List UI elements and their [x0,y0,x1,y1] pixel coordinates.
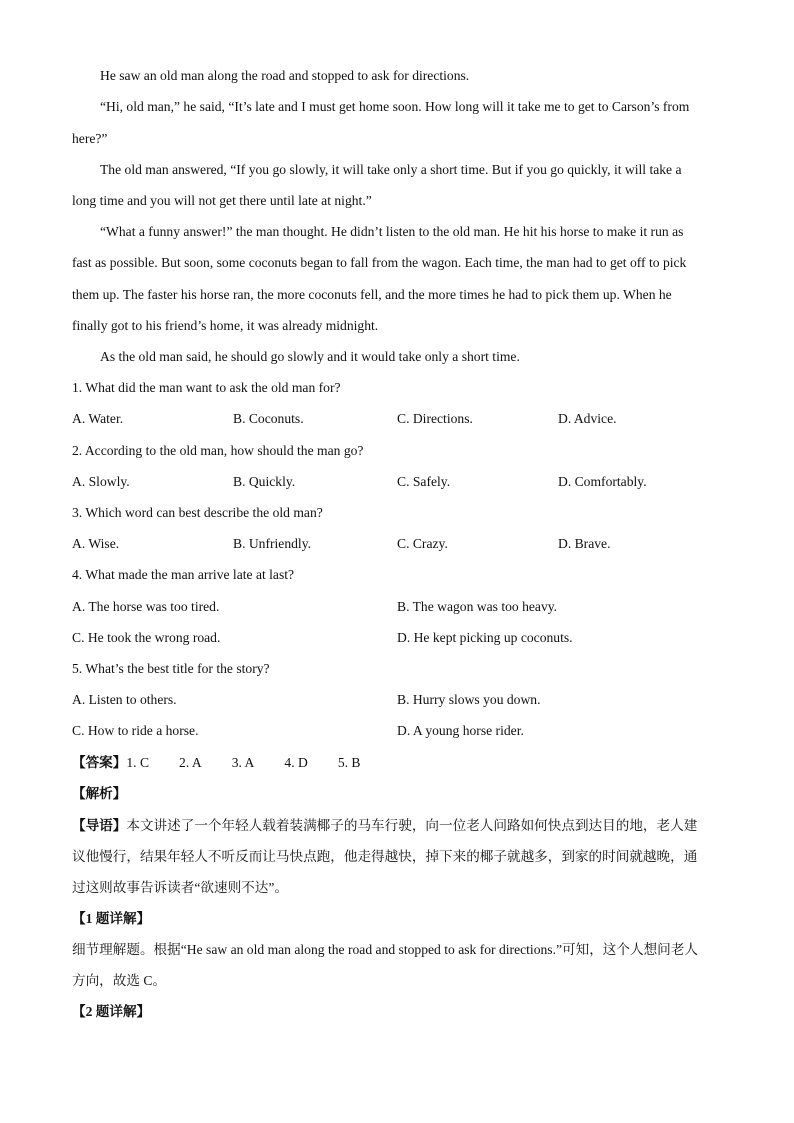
guide-label: 【导语】 [72,818,127,833]
q1-detail-line: 方向，故选 C。 [72,973,167,988]
passage-line: “Hi, old man,” he said, “It’s late and I must get home soon. How long will it take me to get to Carson’s from [100,99,690,114]
passage-line: finally got to his friend’s home, it was already midnight. [72,318,379,333]
option: D. Advice. [558,411,617,426]
option: C. Directions. [397,411,473,426]
option: C. Crazy. [397,536,448,551]
answer-key [72,755,360,771]
option: D. He kept picking up coconuts. [397,630,573,645]
option: A. The horse was too tired. [72,599,220,614]
option: B. Quickly. [233,474,296,489]
q1-detail-heading: 【1 题详解】 [72,911,151,926]
answer-label: 【答案】 [72,755,127,770]
option: B. Unfriendly. [233,536,312,551]
guide-line [72,818,697,834]
passage-line: them up. The faster his horse ran, the more coconuts fell, and the more times he had to pick them up. When he [72,287,672,302]
q2-detail-heading: 【2 题详解】 [72,1004,151,1019]
option: B. Hurry slows you down. [397,692,541,707]
option: B. The wagon was too heavy. [397,599,558,614]
passage-line: The old man answered, “If you go slowly, it will take only a short time. But if you go quickly, it will take a [100,162,682,177]
answer-item: 1. C [126,755,150,770]
option: A. Listen to others. [72,692,177,707]
option: C. Safely. [397,474,451,489]
passage-line: fast as possible. But soon, some coconuts began to fall from the wagon. Each time, the man had to get off to pick [72,255,687,270]
q1-detail-line: 细节理解题。根据“He saw an old man along the road and stopped to ask for directions.”可知，这个人想问老人 [72,942,698,957]
question-stem: 5. What’s the best title for the story? [72,661,270,676]
option: D. Comfortably. [558,474,647,489]
passage-line: “What a funny answer!” the man thought. He didn’t listen to the old man. He hit his horse to make it run as [100,224,684,239]
passage-line: As the old man said, he should go slowly and it would take only a short time. [100,349,520,364]
guide-text: 本文讲述了一个年轻人载着装满椰子的马车行驶，向一位老人问路如何快点到达目的地，老人建 [126,818,698,833]
answer-item: 4. D [284,755,308,770]
option: C. He took the wrong road. [72,630,221,645]
question-stem: 2. According to the old man, how should the man go? [72,443,364,458]
option: C. How to ride a horse. [72,723,199,738]
answer-item: 3. A [231,755,255,770]
question-stem: 3. Which word can best describe the old man? [72,505,323,520]
option: D. Brave. [558,536,611,551]
option: A. Slowly. [72,474,130,489]
answer-item: 5. B [337,755,361,770]
analysis-heading: 【解析】 [72,786,127,801]
option: A. Water. [72,411,124,426]
guide-line: 过这则故事告诉读者“欲速则不达”。 [72,880,288,895]
option: B. Coconuts. [233,411,304,426]
question-stem: 4. What made the man arrive late at last? [72,567,295,582]
passage-line: here?” [72,131,108,146]
option: A. Wise. [72,536,120,551]
question-stem: 1. What did the man want to ask the old man for? [72,380,341,395]
option: D. A young horse rider. [397,723,524,738]
passage-line: long time and you will not get there until late at night.” [72,193,372,208]
guide-line: 议他慢行，结果年轻人不听反而让马快点跑，他走得越快，掉下来的椰子就越多，到家的时间就越晚，通 [72,849,698,864]
passage-line: He saw an old man along the road and stopped to ask for directions. [100,68,470,83]
answer-item: 2. A [179,755,202,770]
